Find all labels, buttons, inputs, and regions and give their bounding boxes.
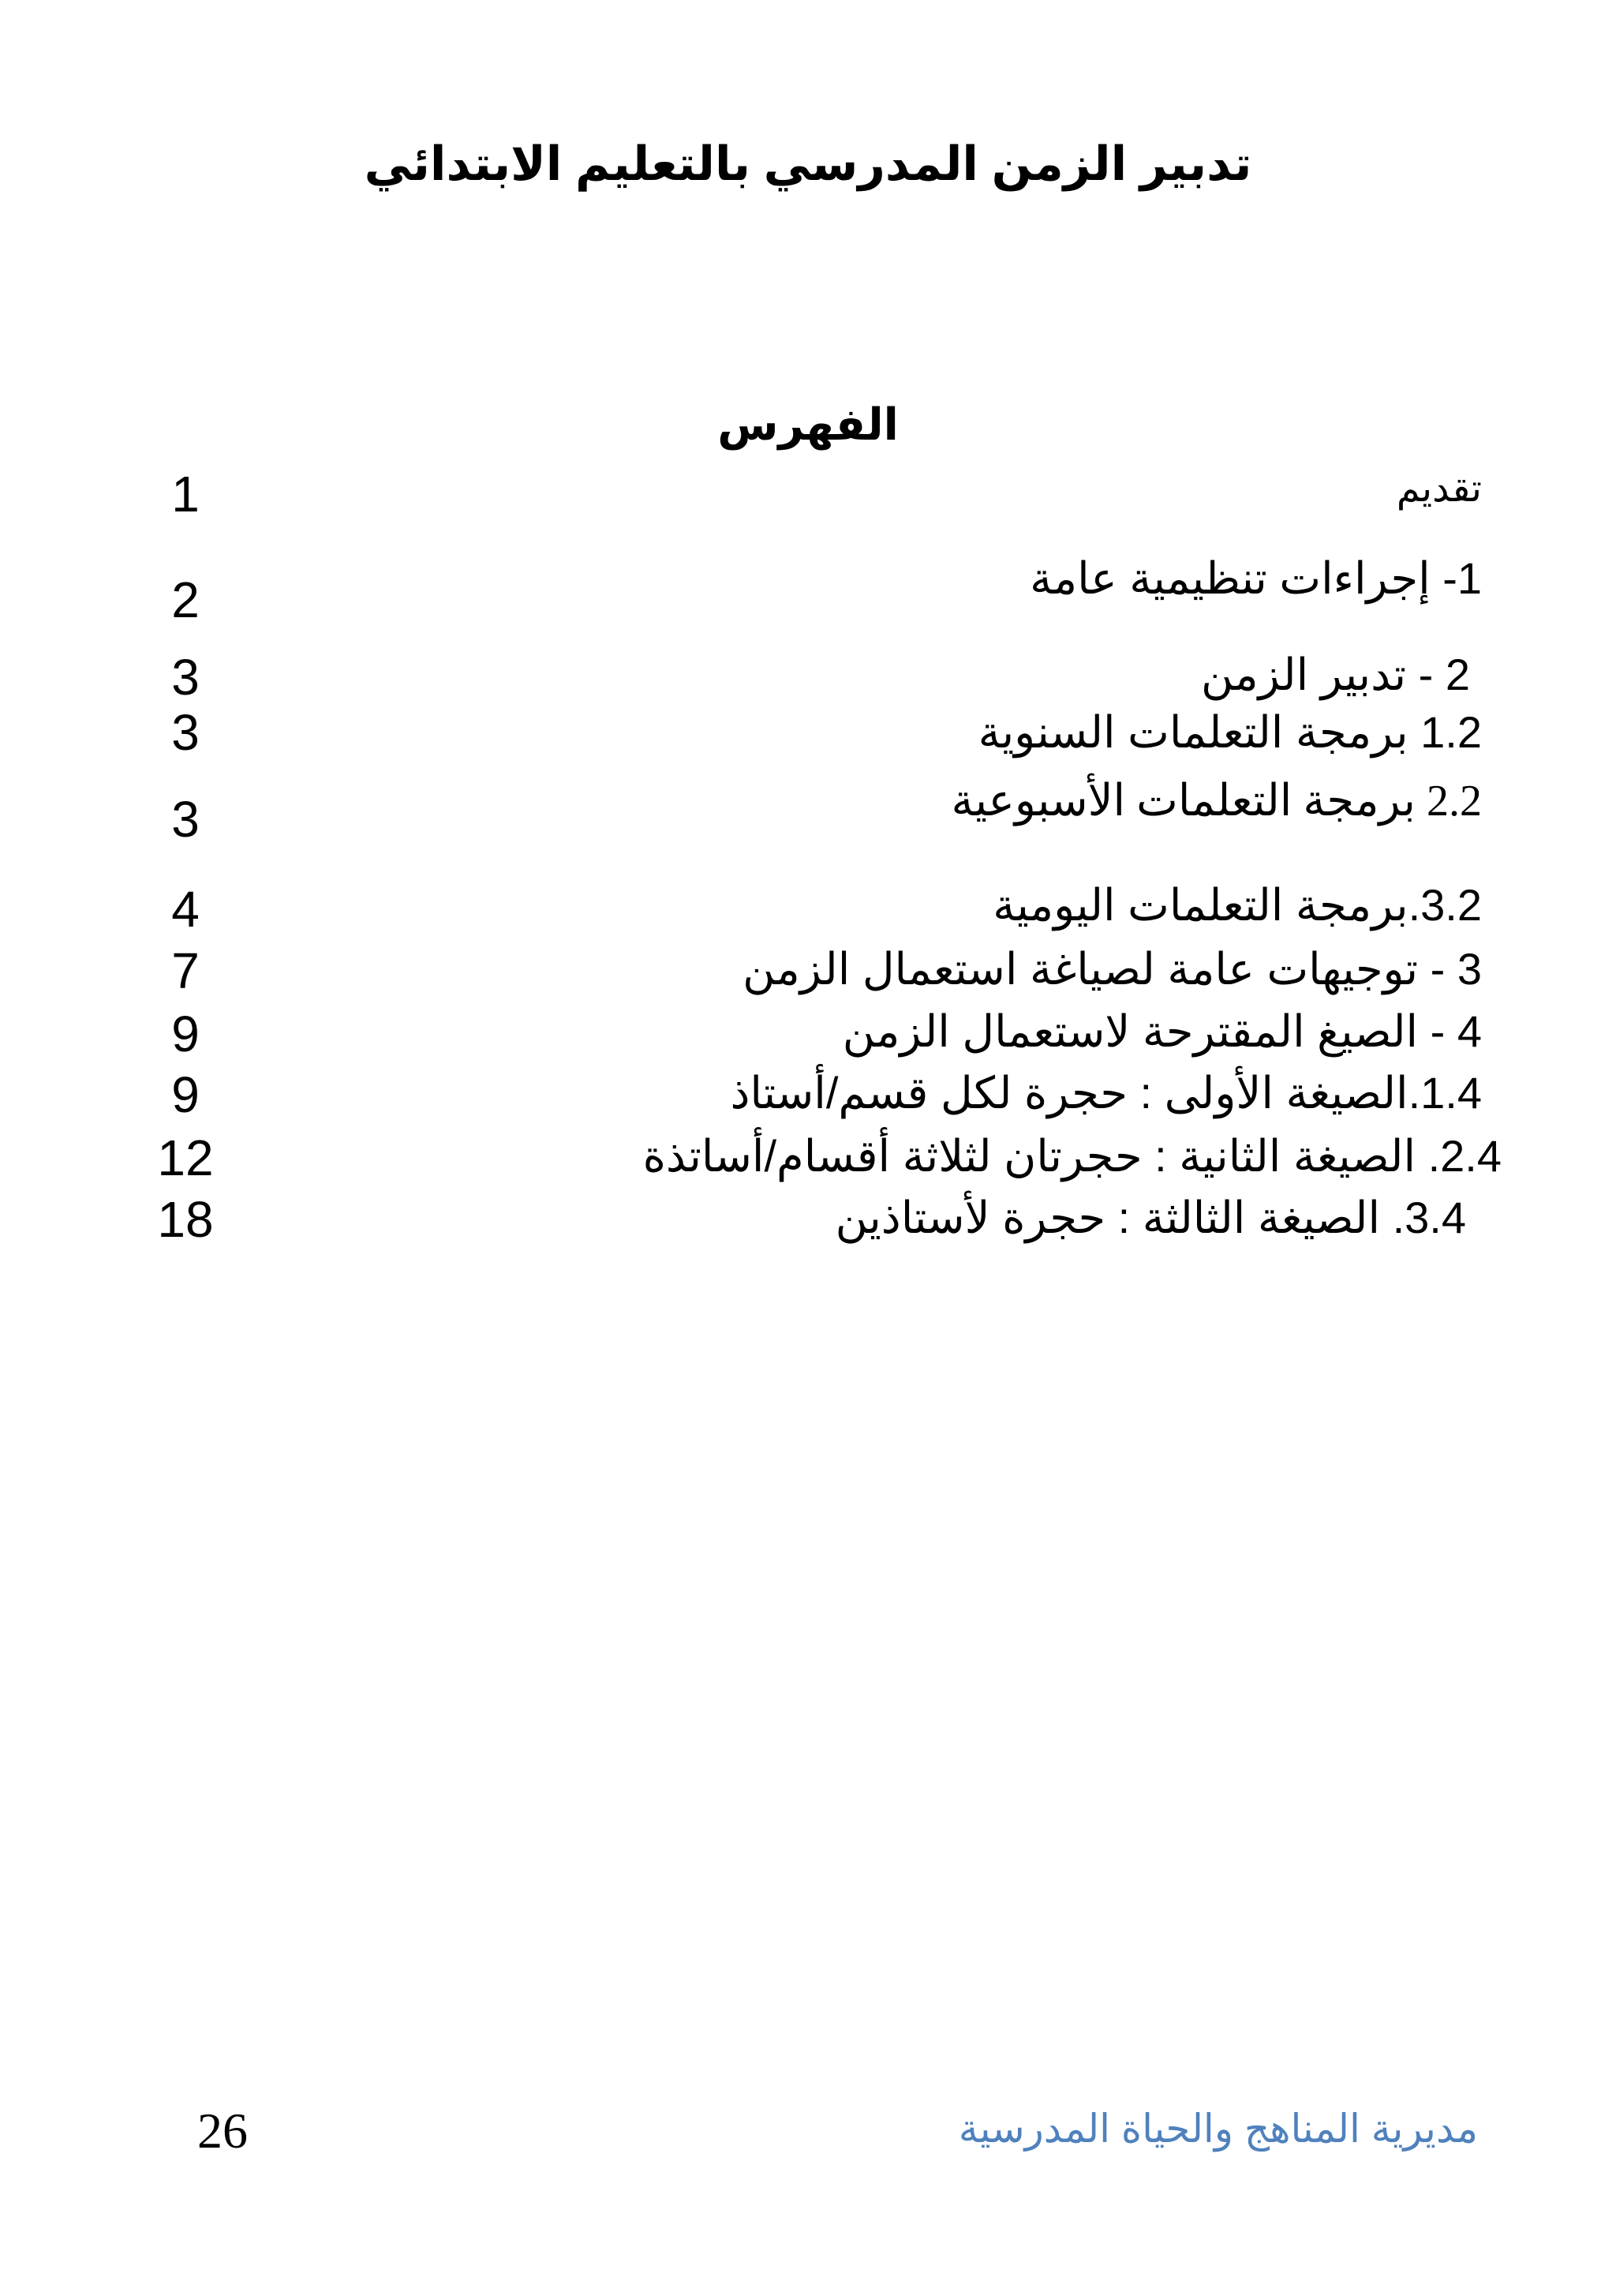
toc-entry-label: 3.4. الصيغة الثالثة : حجرة لأستاذين (835, 1193, 1466, 1242)
toc-entry-label: تقديم (1396, 468, 1482, 510)
toc-entry-label: 3 - توجيهات عامة لصياغة استعمال الزمن (743, 944, 1482, 994)
toc-heading: الفهرس (717, 399, 899, 449)
toc-entry-page: 9 (171, 1006, 200, 1062)
toc-entry-page: 3 (171, 649, 200, 706)
toc-entry-page: 4 (171, 881, 200, 938)
toc-entry-label: 2.2 برمجة التعلمات الأسبوعية (951, 777, 1482, 826)
toc-entry-label: 1.2 برمجة التعلمات السنوية (978, 707, 1482, 757)
toc-entry-page: 2 (171, 571, 200, 628)
toc-entry-label: 3.2.برمجة التعلمات اليومية (993, 880, 1482, 930)
toc-entry-page: 3 (171, 704, 200, 761)
toc-entry-label: 2.4. الصيغة الثانية : حجرتان لثلاثة أقسام/أساتذة (642, 1131, 1502, 1181)
toc-entry-page: 3 (171, 791, 200, 848)
toc-entry-label: 4 - الصيغ المقترحة لاستعمال الزمن (842, 1006, 1482, 1056)
toc-entry-label: 1- إجراءات تنظيمية عامة (1030, 553, 1482, 603)
toc-entry-page: 18 (157, 1191, 214, 1248)
toc-entry-page: 7 (171, 942, 200, 999)
toc-entry-page: 1 (171, 466, 200, 522)
toc-entry-page: 9 (171, 1066, 200, 1123)
footer-page-number: 26 (197, 2103, 248, 2159)
toc-entry-label: 2 - تدبير الزمن (1201, 650, 1470, 699)
toc-entry-label: 1.4.الصيغة الأولى : حجرة لكل قسم/أستاذ (730, 1068, 1482, 1118)
footer-organization: مديرية المناهج والحياة المدرسية (958, 2107, 1478, 2151)
document-title: تدبير الزمن المدرسي بالتعليم الابتدائي (364, 137, 1252, 190)
toc-entry-page: 12 (157, 1129, 214, 1186)
